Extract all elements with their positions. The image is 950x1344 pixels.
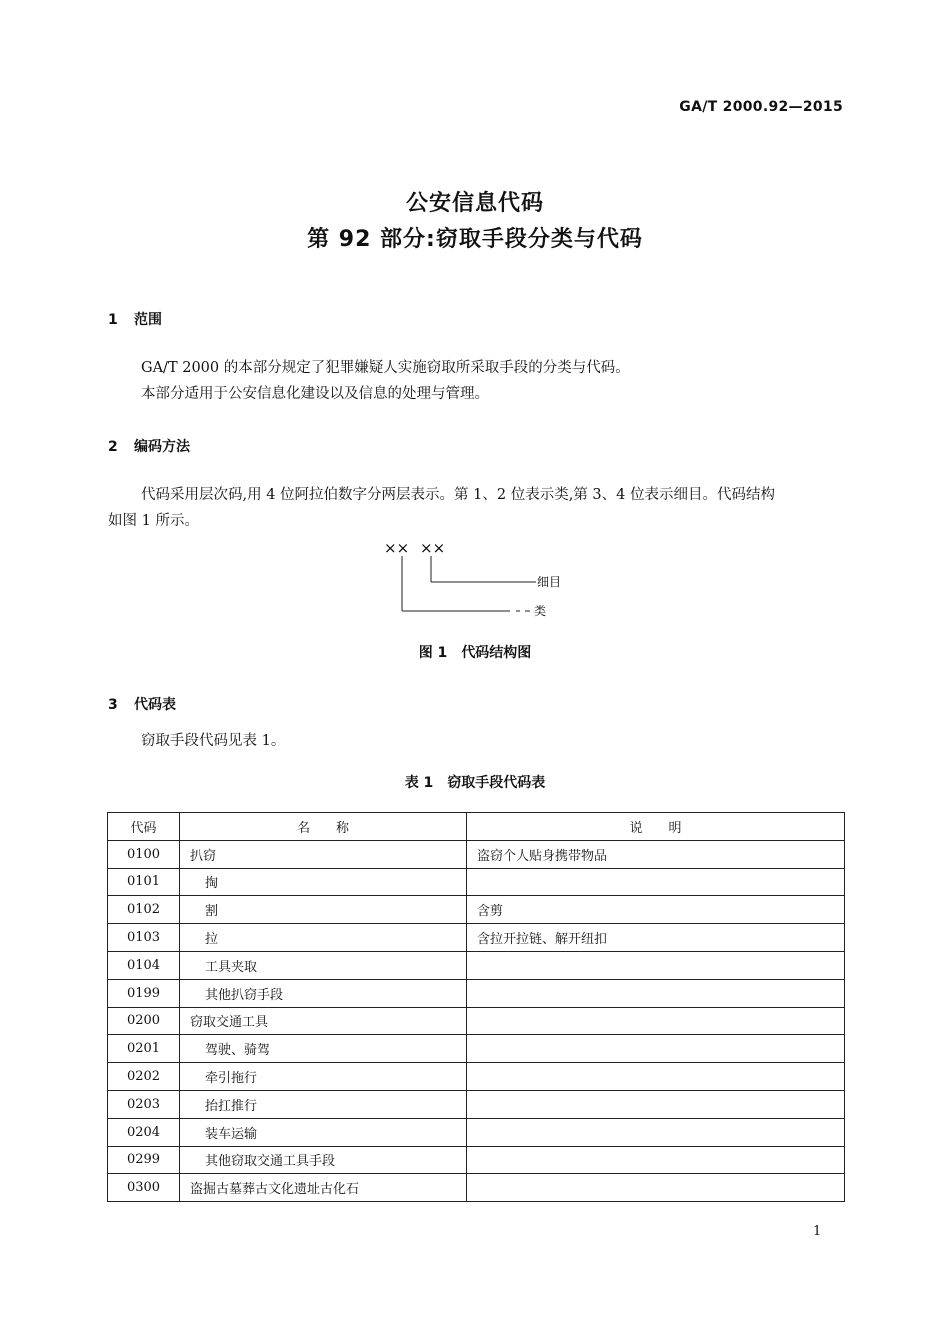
name-cell: 窃取交通工具 [180,1007,467,1035]
item-label: 细目 [537,575,562,589]
table-row [108,1035,845,1063]
figure-caption-text: 代码结构图 [461,645,532,661]
table-row [108,1090,845,1118]
code-cell: 0103 [108,924,180,952]
table-row [108,979,845,1007]
description-cell [467,1007,845,1035]
description-cell [467,1118,845,1146]
name-cell: 拉 [180,924,467,952]
table-row [108,951,845,979]
table-intro-paragraph: 窃取手段代码见表 1。 [141,733,286,749]
section-heading-code-table [108,694,176,714]
section-title: 代码表 [134,697,176,713]
code-cell: 0299 [108,1146,180,1174]
code-cell: 0204 [108,1118,180,1146]
coding-paragraph-line2: 如图 1 所示。 [108,513,199,529]
code-cell: 0202 [108,1063,180,1091]
description-cell [467,1090,845,1118]
code-cell: 0104 [108,951,180,979]
scope-paragraph-2: 本部分适用于公安信息化建设以及信息的处理与管理。 [141,386,489,402]
section-heading-scope [108,309,162,329]
code-cell: 0100 [108,840,180,868]
figure-caption [0,642,950,662]
section-number: 2 [108,439,118,455]
table-caption [0,772,950,792]
section-title: 编码方法 [134,439,190,455]
section-title: 范围 [134,312,162,328]
table-row [108,1174,845,1202]
standard-code: GA/T 2000.92—2015 [679,99,843,115]
table-row [108,924,845,952]
page-number: 1 [813,1224,822,1239]
class-digits-symbol: ×× [384,539,410,557]
table-caption-label: 表 1 [404,775,434,791]
figure-caption-label: 图 1 [418,645,448,661]
table-row [108,1063,845,1091]
name-cell: 割 [180,896,467,924]
header-description: 说 明 [467,813,845,841]
code-cell: 0200 [108,1007,180,1035]
section-number: 3 [108,697,118,713]
coding-paragraph-line1: 代码采用层次码,用 4 位阿拉伯数字分两层表示。第 1、2 位表示类,第 3、4 位表示细目。代码结构 [141,487,775,503]
table-caption-text: 窃取手段代码表 [447,775,546,791]
name-cell: 驾驶、骑驾 [180,1035,467,1063]
description-cell: 盗窃个人贴身携带物品 [467,840,845,868]
header-code: 代码 [108,813,180,841]
table-body [108,840,845,1201]
table-row [108,840,845,868]
code-cell: 0203 [108,1090,180,1118]
document-title: 公安信息代码 [405,191,544,216]
description-cell [467,979,845,1007]
theft-method-code-table [107,812,845,1202]
description-cell [467,1035,845,1063]
description-cell: 含拉开拉链、解开纽扣 [467,924,845,952]
name-cell: 其他窃取交通工具手段 [180,1146,467,1174]
name-cell: 装车运输 [180,1118,467,1146]
name-cell: 工具夹取 [180,951,467,979]
item-digits-symbol: ×× [420,539,446,557]
class-label: 类 [534,604,547,618]
name-cell: 牵引拖行 [180,1063,467,1091]
code-cell: 0300 [108,1174,180,1202]
scope-paragraph-1: GA/T 2000 的本部分规定了犯罪嫌疑人实施窃取所采取手段的分类与代码。 [141,360,630,376]
description-cell [467,951,845,979]
description-cell [467,1146,845,1174]
description-cell: 含剪 [467,896,845,924]
table-row [108,868,845,896]
code-cell: 0102 [108,896,180,924]
name-cell: 其他扒窃手段 [180,979,467,1007]
name-cell: 抬扛推行 [180,1090,467,1118]
document-subtitle: 第 92 部分:窃取手段分类与代码 [307,227,643,252]
section-number: 1 [108,312,118,328]
name-cell: 盗掘古墓葬古文化遗址古化石 [180,1174,467,1202]
table-row [108,1146,845,1174]
table-row [108,896,845,924]
description-cell [467,868,845,896]
code-cell: 0199 [108,979,180,1007]
table-header-row [108,813,845,841]
code-cell: 0201 [108,1035,180,1063]
description-cell [467,1174,845,1202]
section-heading-coding [108,436,190,456]
table-row [108,1007,845,1035]
table-row [108,1118,845,1146]
header-name: 名 称 [180,813,467,841]
name-cell: 掏 [180,868,467,896]
name-cell: 扒窃 [180,840,467,868]
code-structure-diagram [370,536,590,626]
description-cell [467,1063,845,1091]
code-cell: 0101 [108,868,180,896]
